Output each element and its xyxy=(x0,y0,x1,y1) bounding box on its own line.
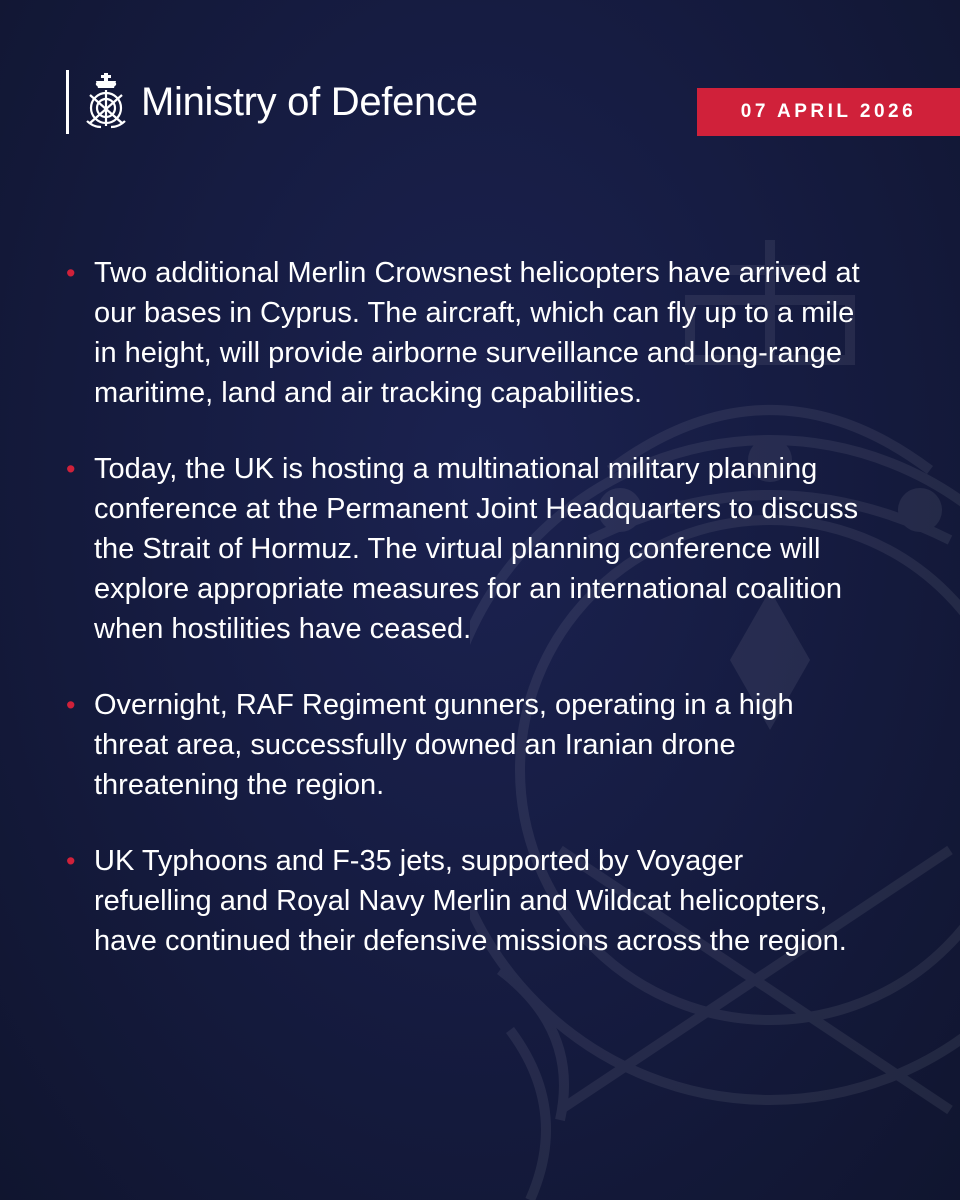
bullet-item xyxy=(64,685,864,805)
date-badge: 07 APRIL 2026 xyxy=(697,88,960,136)
bullet-item xyxy=(64,449,864,649)
header xyxy=(66,70,478,134)
bullet-item xyxy=(64,841,864,961)
bullet-marker: • xyxy=(66,454,76,484)
mod-crest-icon xyxy=(83,73,129,131)
bullet-text: Overnight, RAF Regiment gunners, operating in a high threat area, successfully downed an Iranian drone threatening the region. xyxy=(94,689,794,801)
header-divider xyxy=(66,70,69,134)
bullet-marker: • xyxy=(66,690,76,720)
bullet-marker: • xyxy=(66,258,76,288)
bullet-text: UK Typhoons and F-35 jets, supported by Voyager refuelling and Royal Navy Merlin and Wildcat helicopters, have continued their defensive missions across the region. xyxy=(94,845,847,957)
bullet-text: Today, the UK is hosting a multinational military planning conference at the Permanent Joint Headquarters to discuss the Strait of Hormuz. The virtual planning conference will explore appropriate measures for an international coalition when hostilities have ceased. xyxy=(94,453,859,645)
brand-name: Ministry of Defence xyxy=(141,79,478,124)
bullet-text: Two additional Merlin Crowsnest helicopters have arrived at our bases in Cyprus. The aircraft, which can fly up to a mile in height, will provide airborne surveillance and long-range maritime, land and air tracking capabilities. xyxy=(94,257,860,409)
bullet-marker: • xyxy=(66,846,76,876)
bullet-item xyxy=(64,253,864,413)
bullet-list xyxy=(64,253,864,997)
